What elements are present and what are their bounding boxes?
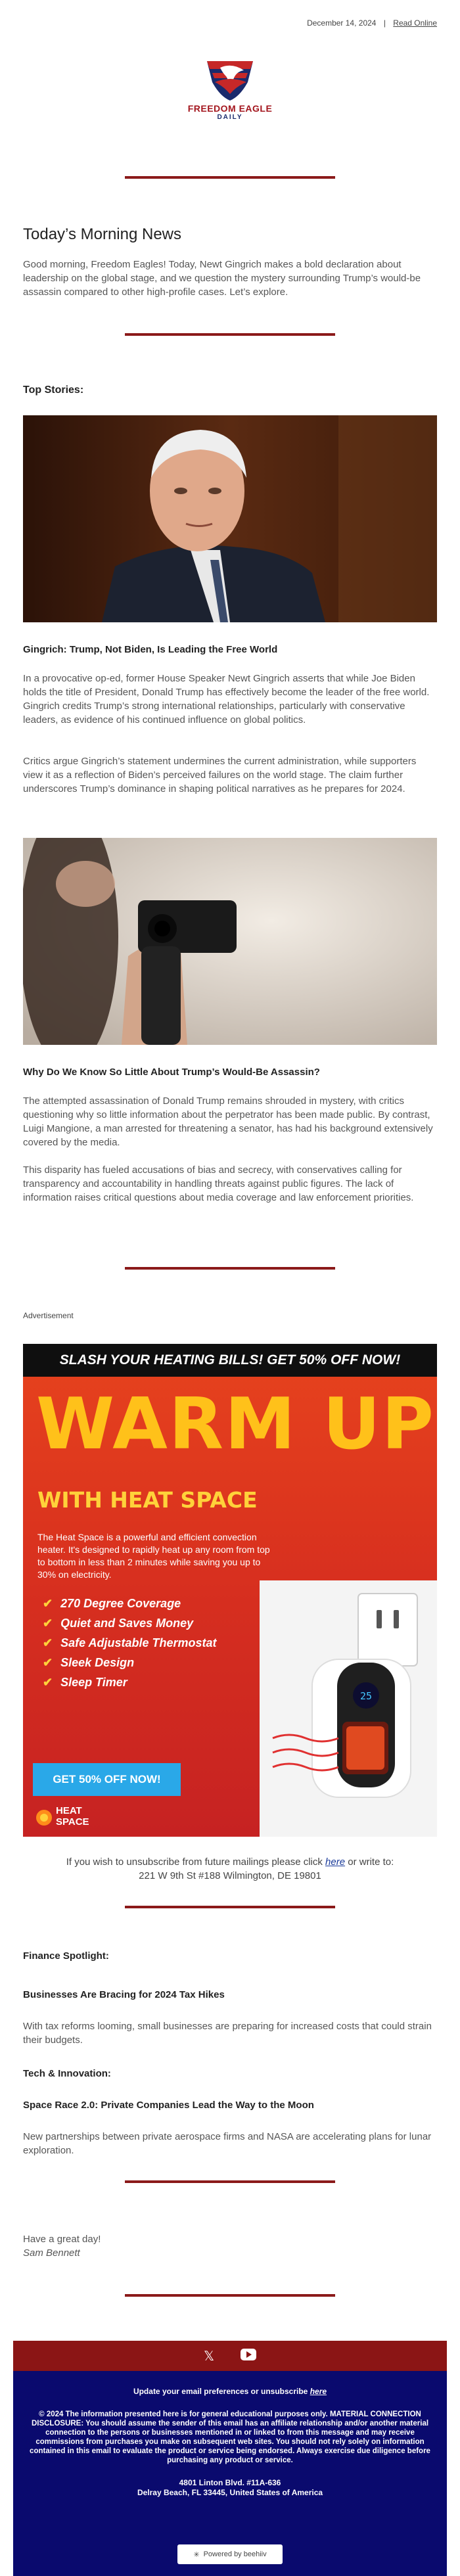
checkmark-icon: ✔ (43, 1676, 53, 1689)
youtube-icon[interactable] (241, 2349, 256, 2364)
article-paragraph: The attempted assassination of Donald Trump remains shrouded in mystery, with critics questioning why so little information about the perpetrator has been made public. By contrast, Luigi Mangione, a man arrested for threatening a senator, has had his background extensively covered by the media. (23, 1095, 433, 1148)
divider (125, 333, 335, 336)
divider (125, 1906, 335, 1908)
article-title[interactable]: Gingrich: Trump, Not Biden, Is Leading the Free World (23, 644, 278, 655)
gun-photo[interactable] (23, 838, 437, 1045)
signoff-line: Have a great day! (23, 2234, 101, 2245)
header-bar (307, 18, 437, 28)
article-paragraph: In a provocative op-ed, former House Speaker Newt Gingrich asserts that while Joe Biden holds the title of President, Donald Trump has effectively become the leader of the free world. Gingrich credits Trump’s strong international relationships, particularly with conservative leaders, as evidence of his continued influence on global politics. (23, 673, 430, 725)
social-bar (13, 2341, 447, 2371)
ad-feature: ✔ Quiet and Saves Money (43, 1617, 194, 1630)
divider (125, 176, 335, 179)
header-separator: | (383, 18, 386, 28)
intro-text: Good morning, Freedom Eagles! Today, Newt Gingrich makes a bold declaration about leadership on the global stage, and we question the mystery surrounding Trump’s would-be assassin compared to other high-profile cases. Let’s explore. (23, 259, 421, 298)
x-icon[interactable]: 𝕏 (203, 2349, 215, 2364)
brand-name: FREEDOM EAGLE (187, 103, 273, 114)
unsubscribe-link[interactable]: here (325, 1856, 346, 1868)
ad-feature: ✔ Safe Adjustable Thermostat (43, 1636, 217, 1649)
heater-product-image (260, 1580, 437, 1837)
checkmark-icon: ✔ (43, 1597, 53, 1610)
article-paragraph: Critics argue Gingrich’s statement undermines the current administration, while supporters view it as a reflection of Biden’s perceived failures on the world stage. The claim further underscores Trump’s dominance in shaping political narratives as he prepares for 2024. (23, 756, 417, 794)
email-preferences: Update your email preferences or unsubscribe here (133, 2387, 327, 2396)
divider (125, 2180, 335, 2183)
disclosure-text: © 2024 The information presented here is for general educational purposes only. MATERIAL CONNECTION DISCLOSURE: You should assume the sender of this email has an affiliate relationship and/or another material connection to the persons or businesses mentioned in or linked to from this message and may receive commissions from purchases you make on subsequent web sites. You should not rely solely on information contained in this email to evaluate the product or service being endorsed. Always exercise due diligence before purchasing any product or service. (30, 2410, 430, 2464)
read-online-link[interactable]: Read Online (393, 18, 437, 28)
page-title: Today’s Morning News (23, 225, 181, 243)
tech-heading: Tech & Innovation: (23, 2068, 111, 2079)
brand-logo[interactable] (0, 56, 460, 121)
logo-word: HEAT (56, 1805, 82, 1816)
svg-text:25: 25 (359, 1690, 373, 1702)
powered-by-badge[interactable]: ✳ Powered by beehiiv (177, 2544, 283, 2564)
divider (125, 2294, 335, 2297)
preferences-link[interactable]: here (310, 2387, 327, 2396)
footer-address-line1: 4801 Linton Blvd. #11A-636 (179, 2478, 281, 2487)
divider (125, 1267, 335, 1270)
tech-title[interactable]: Space Race 2.0: Private Companies Lead the Way to the Moon (23, 2100, 314, 2111)
advertisement-label: Advertisement (23, 1311, 74, 1320)
ad-headline: WARM UP (36, 1383, 435, 1465)
mailing-address: 221 W 9th St #188 Wilmington, DE 19801 (139, 1870, 321, 1881)
article-paragraph: This disparity has fueled accusations of bias and secrecy, with conservatives calling for transparency and accountability in handling threats against public figures. The lack of information raises critical questions about media coverage and law enforcement priorities. (23, 1164, 414, 1203)
ad-banner: SLASH YOUR HEATING BILLS! GET 50% OFF NOW! (23, 1344, 437, 1377)
signoff-name: Sam Bennett (23, 2247, 80, 2259)
ad-feature: ✔ Sleek Design (43, 1656, 135, 1669)
checkmark-icon: ✔ (43, 1617, 53, 1630)
eagle-shield-icon (200, 56, 260, 102)
ad-cta-button[interactable]: GET 50% OFF NOW! (33, 1763, 181, 1796)
heat-space-logo (35, 1804, 94, 1835)
top-stories-heading: Top Stories: (23, 384, 84, 396)
issue-date: December 14, 2024 (307, 18, 377, 28)
footer-address-line2: Delray Beach, FL 33445, United States of America (137, 2488, 323, 2497)
ad-feature-list (43, 1594, 216, 1692)
finance-heading: Finance Spotlight: (23, 1950, 109, 1962)
ad-subheadline: WITH HEAT SPACE (37, 1487, 258, 1513)
finance-title[interactable]: Businesses Are Bracing for 2024 Tax Hikes (23, 1989, 225, 2000)
logo-word: SPACE (56, 1816, 89, 1828)
ad-feature: ✔ 270 Degree Coverage (43, 1597, 181, 1610)
beehiiv-icon: ✳ (193, 2550, 200, 2559)
ad-feature: ✔ Sleep Timer (43, 1676, 127, 1689)
unsubscribe-note: If you wish to unsubscribe from future mailings please click here or write to: 221 W 9th St #188 Wilmington, DE 19801 (66, 1856, 394, 1881)
finance-text: With tax reforms looming, small businesses are preparing for increased costs that could strain their budgets. (23, 2021, 432, 2046)
brand-subtitle: DAILY (217, 114, 243, 121)
article-title[interactable]: Why Do We Know So Little About Trump’s Would-Be Assassin? (23, 1067, 320, 1078)
footer (13, 2341, 447, 2576)
heat-space-ad[interactable] (23, 1344, 437, 1837)
gingrich-photo[interactable] (23, 415, 437, 622)
checkmark-icon: ✔ (43, 1636, 53, 1649)
ad-description: The Heat Space is a powerful and efficient convection heater. It's designed to rapidly heat up any room from top to bottom in less than 2 minutes while saving you up to 30% on electricity. (37, 1532, 270, 1580)
tech-text: New partnerships between private aerospace firms and NASA are accelerating plans for lunar exploration. (23, 2131, 432, 2156)
checkmark-icon: ✔ (43, 1656, 53, 1669)
